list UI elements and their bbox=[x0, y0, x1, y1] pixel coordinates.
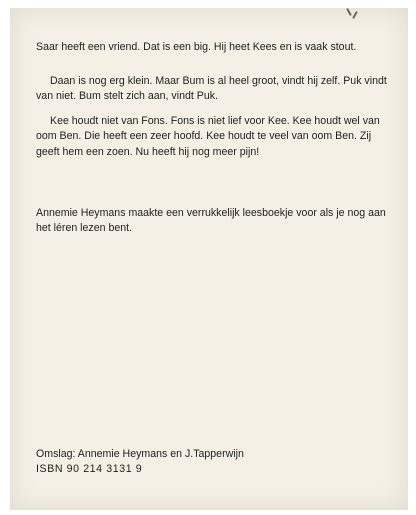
isbn: ISBN 90 214 3131 9 bbox=[36, 463, 143, 476]
blurb-paragraph-2: Daan is nog erg klein. Maar Bum is al heel groot, vindt hij zelf. Puk vindt van niet. Bum stelt zich aan, vindt Puk. bbox=[36, 75, 387, 103]
blurb-paragraph-3: Kee houdt niet van Fons. Fons is niet lief voor Kee. Kee houdt wel van oom Ben. Die heeft een zeer hoofd. Kee houdt te veel van oom Ben. Zij geeft hem een zoen. Nu heeft hij nog meer pijn! bbox=[36, 115, 380, 158]
back-cover bbox=[10, 8, 408, 510]
cover-credit: Omslag: Annemie Heymans en J.Tapperwijn bbox=[36, 448, 244, 460]
colophon bbox=[36, 447, 396, 478]
scratch-mark bbox=[352, 11, 358, 19]
author-description: Annemie Heymans maakte een verrukkelijk leesboekje voor als je nog aan het léren lezen bent. bbox=[36, 207, 386, 235]
scratch-mark bbox=[346, 8, 352, 16]
blurb-paragraph-1: Saar heeft een vriend. Dat is een big. Hij heet Kees en is vaak stout. bbox=[36, 41, 357, 53]
